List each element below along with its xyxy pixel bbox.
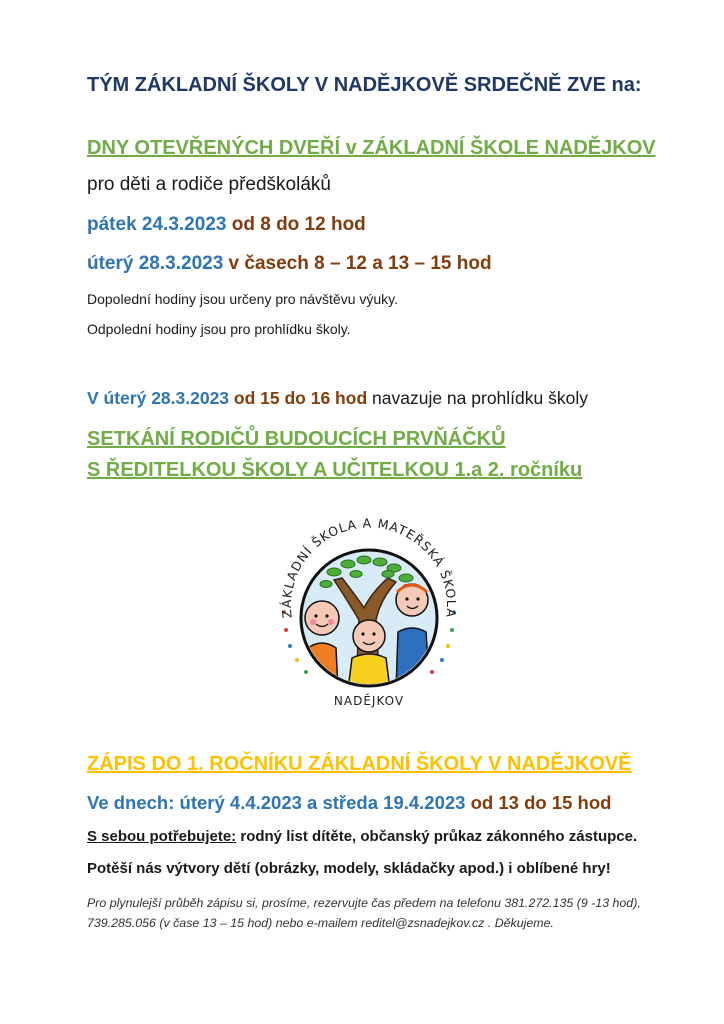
enrollment-title: ZÁPIS DO 1. ROČNÍKU ZÁKLADNÍ ŠKOLY V NADĚJKOVĚ bbox=[87, 753, 632, 775]
page-title: TÝM ZÁKLADNÍ ŠKOLY V NADĚJKOVĚ SRDEČNĚ ZVE na: bbox=[87, 74, 642, 96]
enrollment-when bbox=[87, 792, 611, 814]
logo-arc-text: ZÁKLADNÍ ŠKOLA A MATEŘSKÁ ŠKOLA bbox=[278, 515, 460, 619]
enrollment-needs-label: S sebou potřebujete: bbox=[87, 828, 237, 845]
open-days-audience: pro děti a rodiče předškoláků bbox=[87, 174, 331, 195]
open-day-2 bbox=[87, 253, 492, 275]
enrollment-time: od 13 do 15 hod bbox=[470, 792, 612, 813]
meeting-when bbox=[87, 388, 588, 409]
open-day-1-time: od 8 do 12 hod bbox=[231, 214, 366, 235]
meeting-time: od 15 do 16 hod bbox=[233, 388, 368, 408]
meeting-date: V úterý 28.3.2023 bbox=[87, 388, 230, 408]
open-day-1 bbox=[87, 214, 366, 236]
open-day-2-date: úterý 28.3.2023 bbox=[87, 253, 224, 274]
open-day-1-date: pátek 24.3.2023 bbox=[87, 214, 227, 235]
meeting-follow: navazuje na prohlídku školy bbox=[372, 388, 588, 408]
enrollment-needs bbox=[87, 828, 637, 845]
meeting-title-line1: SETKÁNÍ RODIČŮ BUDOUCÍCH PRVŇÁČKŮ bbox=[87, 428, 506, 450]
enrollment-dates: Ve dnech: úterý 4.4.2023 a středa 19.4.2023 bbox=[87, 792, 466, 813]
note-afternoon: Odpolední hodiny jsou pro prohlídku školy. bbox=[87, 321, 351, 337]
school-logo bbox=[264, 500, 474, 710]
note-morning: Dopolední hodiny jsou určeny pro návštěvu výuky. bbox=[87, 291, 399, 307]
enrollment-please: Potěší nás výtvory dětí (obrázky, modely, skládačky apod.) i oblíbené hry! bbox=[87, 860, 611, 877]
open-days-title: DNY OTEVŘENÝCH DVEŘÍ v ZÁKLADNÍ ŠKOLE NADĚJKOV bbox=[87, 137, 656, 159]
meeting-title-line2: S ŘEDITELKOU ŠKOLY A UČITELKOU 1.a 2. ročníku bbox=[87, 459, 583, 481]
logo-bottom-text: NADĚJKOV bbox=[333, 694, 405, 708]
open-day-2-time: v časech 8 – 12 a 13 – 15 hod bbox=[228, 253, 492, 274]
enrollment-needs-text: rodný list dítěte, občanský průkaz zákonného zástupce. bbox=[240, 828, 638, 845]
booking-note: Pro plynulejší průběh zápisu si, prosíme, rezervujte čas předem na telefonu 381.272.135 (9 -13 hod), 739.285.056 (v čase 13 – 15 hod) nebo e-mailem reditel@zsnadejkov.cz . Děkujeme. bbox=[87, 896, 641, 930]
